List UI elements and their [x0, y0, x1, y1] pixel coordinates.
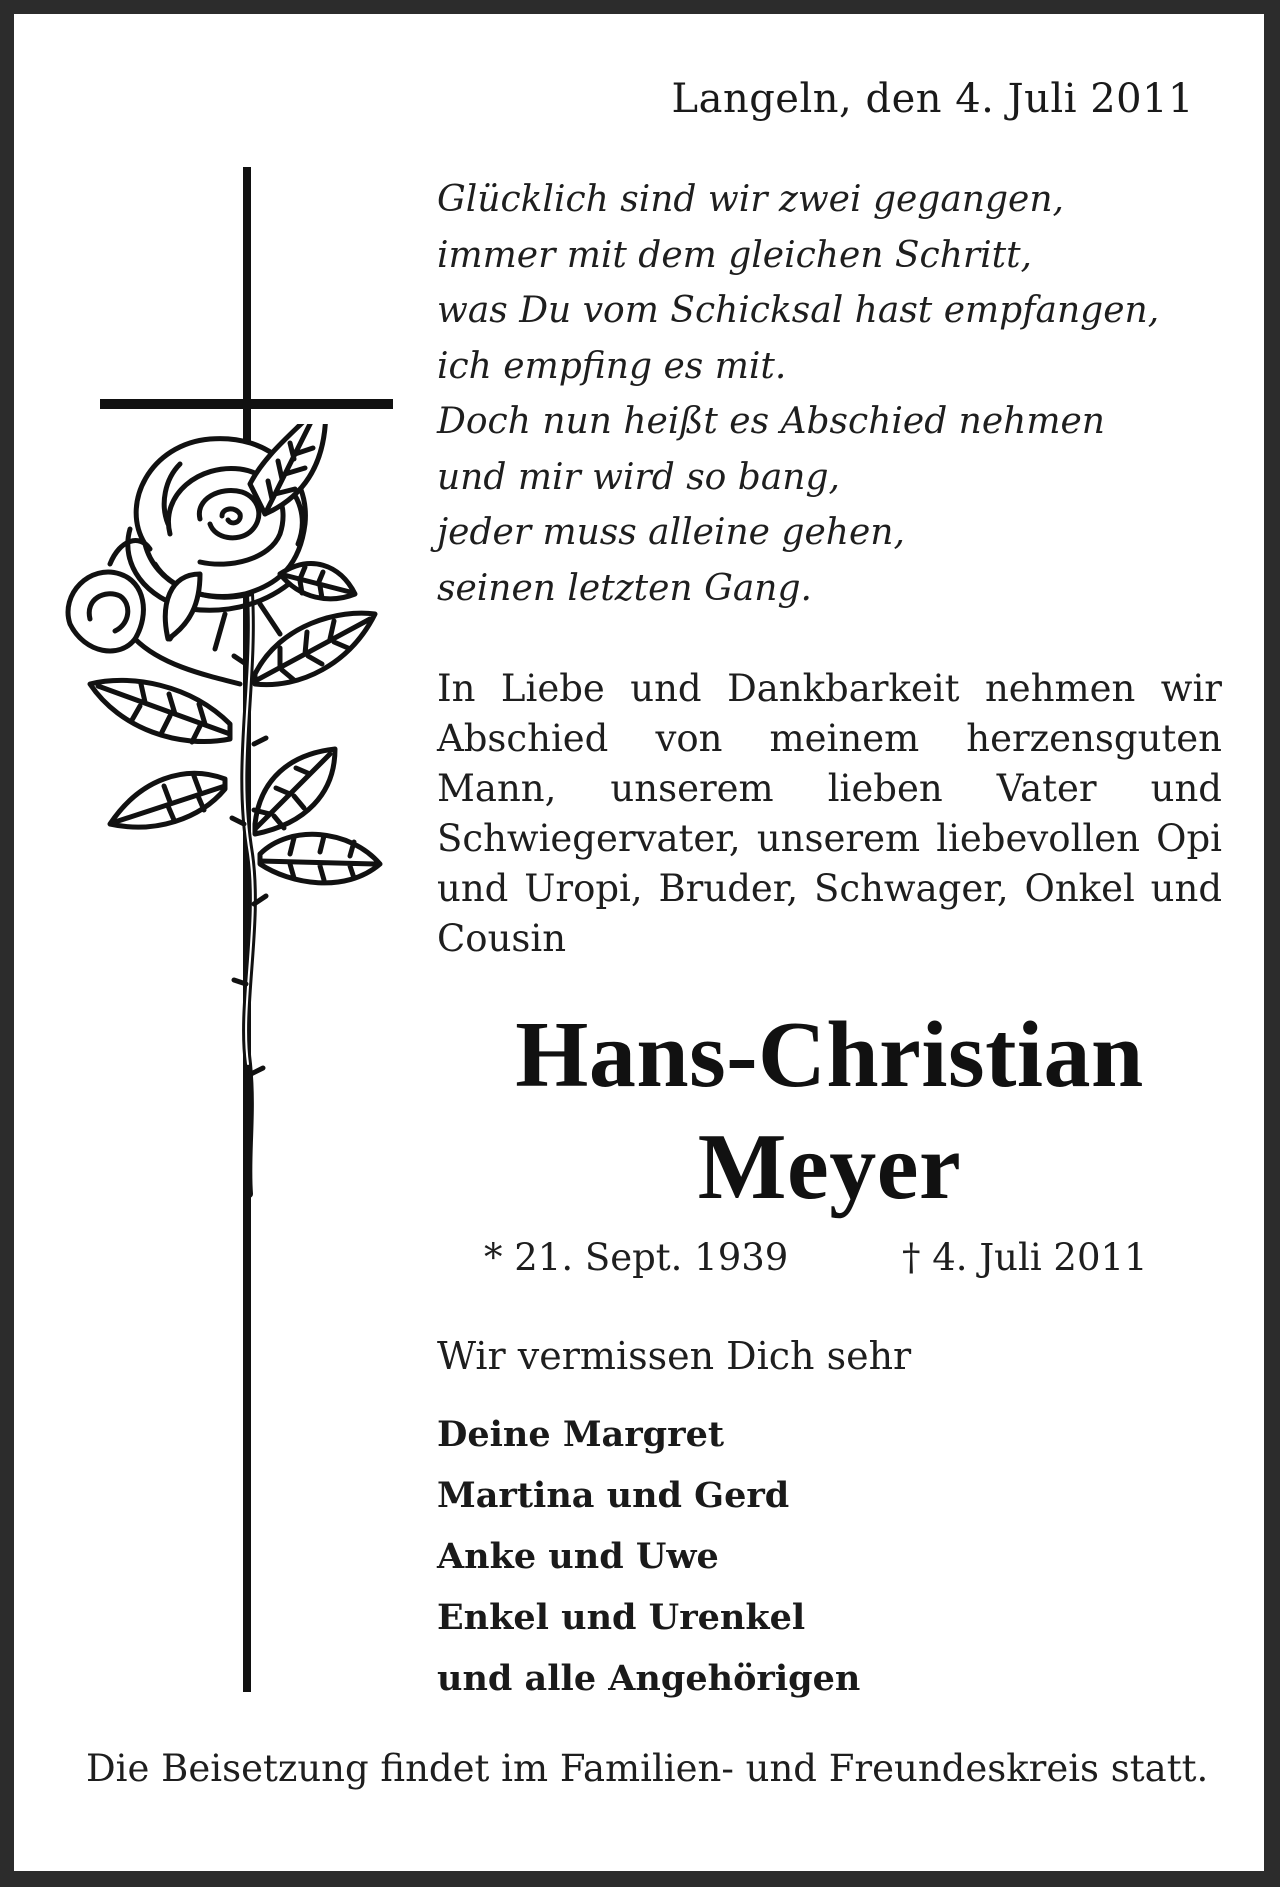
family-signatures	[437, 1404, 860, 1709]
family-member: Deine Margret	[437, 1414, 725, 1455]
rose-icon	[50, 424, 430, 1204]
poem-line: ich empfing es mit.	[437, 345, 787, 387]
family-member: Enkel und Urenkel	[437, 1597, 806, 1638]
poem-line: und mir wird so bang,	[437, 456, 840, 498]
deceased-first-name: Hans-Christian	[515, 1003, 1144, 1107]
deceased-name	[437, 999, 1222, 1223]
poem-line: seinen letzten Gang.	[437, 567, 812, 609]
family-member: Martina und Gerd	[437, 1475, 790, 1516]
date-line: Langeln, den 4. Juli 2011	[671, 76, 1194, 122]
death-date: † 4. Juli 2011	[902, 1236, 1148, 1279]
miss-text: Wir vermissen Dich sehr	[437, 1334, 912, 1378]
poem-line: was Du vom Schicksal hast empfangen,	[437, 290, 1160, 331]
family-member: Anke und Uwe	[437, 1536, 719, 1577]
birth-date: * 21. Sept. 1939	[484, 1236, 789, 1279]
burial-note: Die Beisetzung findet im Familien- und Freundeskreis statt.	[86, 1747, 1209, 1790]
family-member: und alle Angehörigen	[437, 1658, 861, 1699]
poem-line: immer mit dem gleichen Schritt,	[437, 234, 1033, 276]
cross-icon-beam	[100, 399, 393, 409]
poem-line: Doch nun heißt es Abschied nehmen	[437, 401, 1105, 442]
poem	[437, 172, 1217, 616]
deceased-last-name: Meyer	[697, 1115, 962, 1219]
poem-line: Glücklich sind wir zwei gegangen,	[437, 179, 1064, 220]
obituary-notice	[14, 14, 1264, 1871]
poem-line: jeder muss alleine gehen,	[437, 512, 905, 553]
intro-paragraph: In Liebe und Dankbarkeit nehmen wir Abschied von meinem herzensguten Mann, unserem lieben Vater und Schwiegervater, unserem liebevollen Opi und Uropi, Bruder, Schwager, Onkel und Cousin	[437, 667, 1222, 960]
